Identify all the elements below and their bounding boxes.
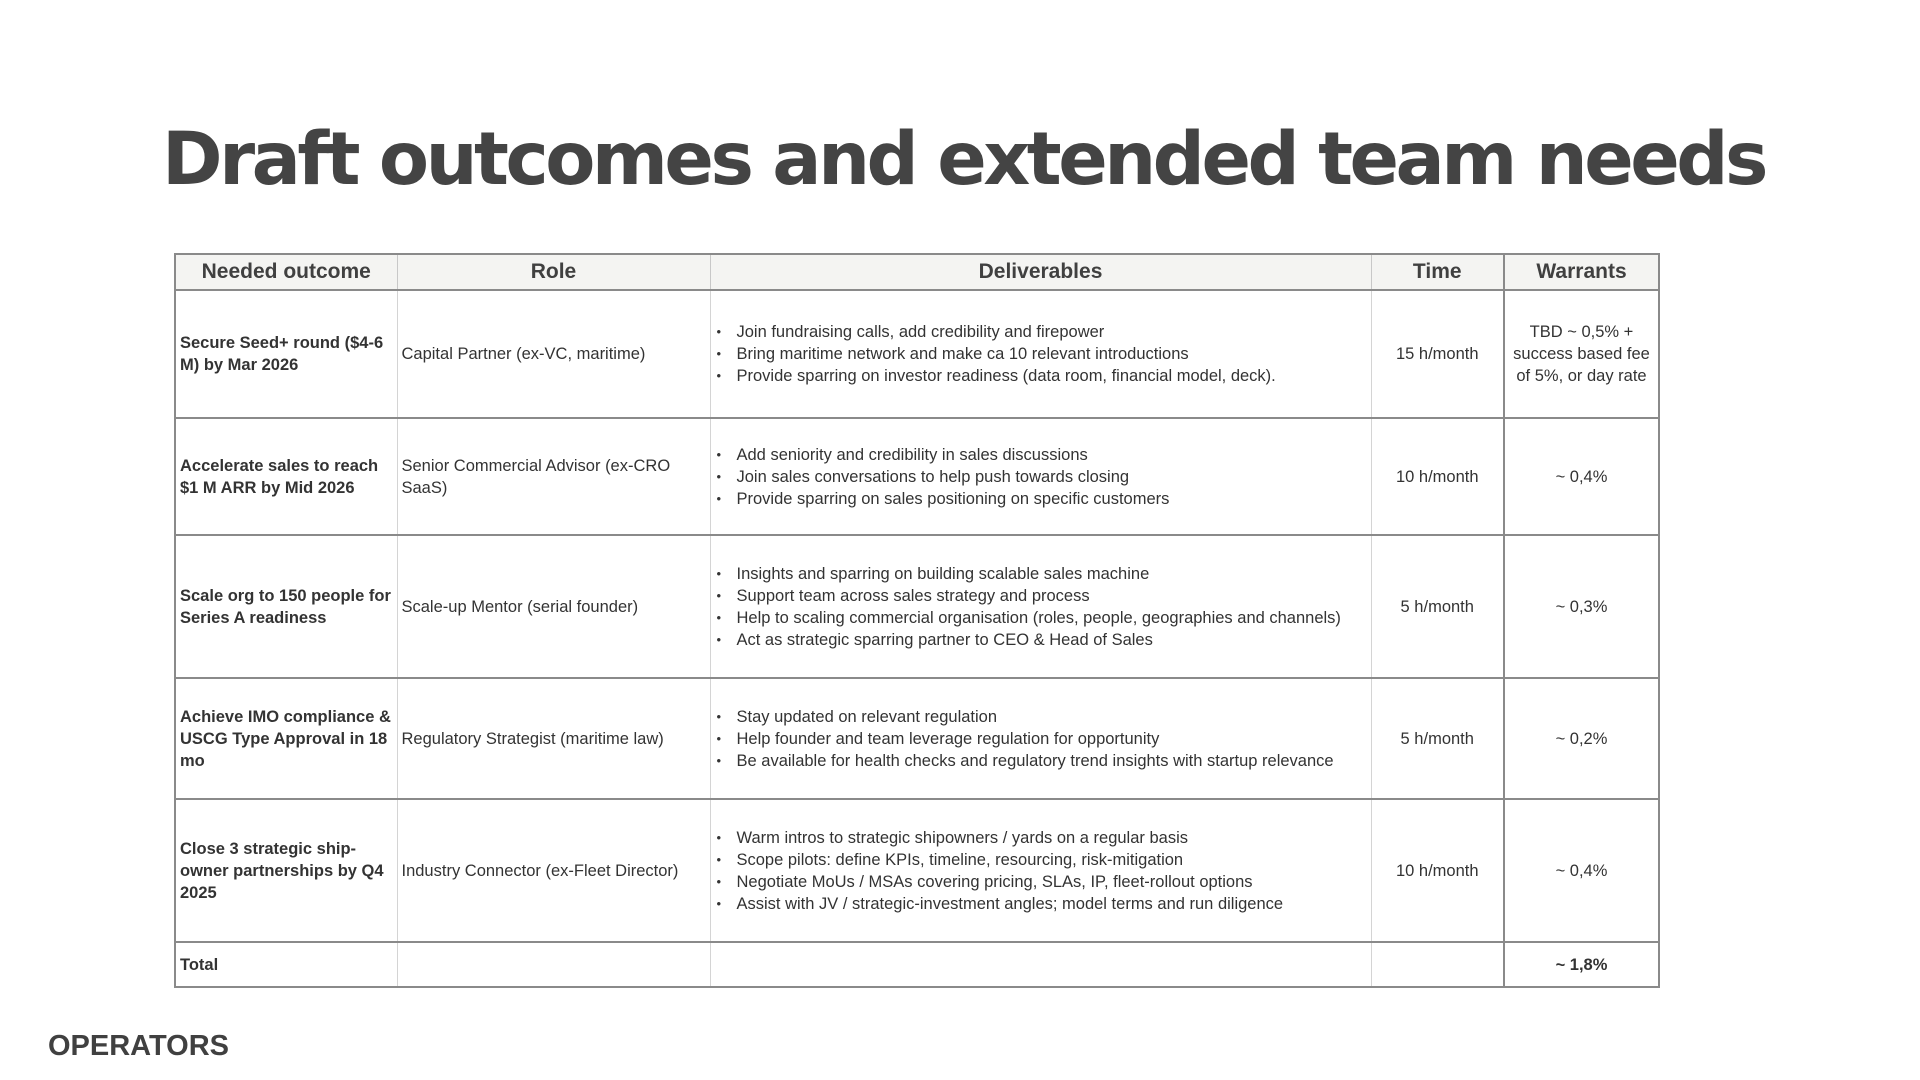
deliverable-item: • Add seniority and credibility in sales discussions	[717, 444, 1367, 466]
role-cell: Senior Commercial Advisor (ex-CRO SaaS)	[397, 418, 710, 535]
outcomes-table-container	[174, 253, 1658, 988]
deliverables-cell	[710, 799, 1371, 942]
deliverable-item: • Insights and sparring on building scalable sales machine	[717, 563, 1367, 585]
warrants-cell: ~ 0,4%	[1504, 418, 1659, 535]
total-empty-cell	[397, 942, 710, 987]
deliverables-list	[715, 321, 1367, 387]
total-empty-cell	[1371, 942, 1504, 987]
warrants-cell: ~ 0,3%	[1504, 535, 1659, 678]
warrants-cell: ~ 0,2%	[1504, 678, 1659, 799]
time-cell: 15 h/month	[1371, 290, 1504, 418]
header-role: Role	[397, 254, 710, 290]
deliverable-item: • Join sales conversations to help push towards closing	[717, 466, 1367, 488]
deliverables-cell	[710, 535, 1371, 678]
table-row	[175, 799, 1659, 942]
deliverables-list	[715, 563, 1367, 651]
total-label: Total	[180, 955, 219, 974]
header-time: Time	[1371, 254, 1504, 290]
table-row	[175, 418, 1659, 535]
deliverable-item: • Join fundraising calls, add credibility and firepower	[717, 321, 1367, 343]
deliverable-item: • Provide sparring on investor readiness (data room, financial model, deck).	[717, 365, 1367, 387]
outcomes-table	[174, 253, 1660, 988]
deliverable-item: • Stay updated on relevant regulation	[717, 706, 1367, 728]
warrants-cell: TBD ~ 0,5% + success based fee of 5%, or day rate	[1504, 290, 1659, 418]
table-header-row	[175, 254, 1659, 290]
deliverable-item: • Negotiate MoUs / MSAs covering pricing, SLAs, IP, fleet-rollout options	[717, 871, 1367, 893]
deliverables-cell	[710, 678, 1371, 799]
role-cell: Industry Connector (ex-Fleet Director)	[397, 799, 710, 942]
total-warrants-value: ~ 1,8%	[1504, 942, 1659, 987]
time-cell: 5 h/month	[1371, 678, 1504, 799]
page-title: Draft outcomes and extended team needs	[162, 117, 1765, 202]
deliverable-item: • Be available for health checks and regulatory trend insights with startup relevance	[717, 750, 1367, 772]
deliverable-item: • Help to scaling commercial organisation (roles, people, geographies and channels)	[717, 607, 1367, 629]
outcome-cell: Close 3 strategic ship-owner partnerships by Q4 2025	[175, 799, 397, 942]
operators-label: OPERATORS	[48, 1030, 230, 1062]
deliverables-cell	[710, 290, 1371, 418]
deliverable-item: • Act as strategic sparring partner to CEO & Head of Sales	[717, 629, 1367, 651]
deliverables-list	[715, 827, 1367, 915]
deliverable-item: • Bring maritime network and make ca 10 relevant introductions	[717, 343, 1367, 365]
deliverable-item: • Support team across sales strategy and process	[717, 585, 1367, 607]
deliverable-item: • Provide sparring on sales positioning on specific customers	[717, 488, 1367, 510]
total-row	[175, 942, 1659, 987]
header-warrants: Warrants	[1504, 254, 1659, 290]
role-cell: Capital Partner (ex-VC, maritime)	[397, 290, 710, 418]
role-cell: Regulatory Strategist (maritime law)	[397, 678, 710, 799]
deliverables-cell	[710, 418, 1371, 535]
outcome-cell: Accelerate sales to reach $1 M ARR by Mid 2026	[175, 418, 397, 535]
warrants-cell: ~ 0,4%	[1504, 799, 1659, 942]
outcome-cell: Secure Seed+ round ($4-6 M) by Mar 2026	[175, 290, 397, 418]
header-needed-outcome: Needed outcome	[175, 254, 397, 290]
role-cell: Scale-up Mentor (serial founder)	[397, 535, 710, 678]
deliverable-item: • Warm intros to strategic shipowners / yards on a regular basis	[717, 827, 1367, 849]
table-row	[175, 290, 1659, 418]
deliverables-list	[715, 444, 1367, 510]
total-empty-cell	[710, 942, 1371, 987]
deliverable-item: • Assist with JV / strategic-investment angles; model terms and run diligence	[717, 893, 1367, 915]
table-row	[175, 535, 1659, 678]
deliverables-list	[715, 706, 1367, 772]
deliverable-item: • Scope pilots: define KPIs, timeline, resourcing, risk-mitigation	[717, 849, 1367, 871]
header-deliverables: Deliverables	[710, 254, 1371, 290]
time-cell: 10 h/month	[1371, 799, 1504, 942]
time-cell: 10 h/month	[1371, 418, 1504, 535]
deliverable-item: • Help founder and team leverage regulation for opportunity	[717, 728, 1367, 750]
table-row	[175, 678, 1659, 799]
outcome-cell: Scale org to 150 people for Series A readiness	[175, 535, 397, 678]
outcome-cell: Achieve IMO compliance & USCG Type Approval in 18 mo	[175, 678, 397, 799]
time-cell: 5 h/month	[1371, 535, 1504, 678]
